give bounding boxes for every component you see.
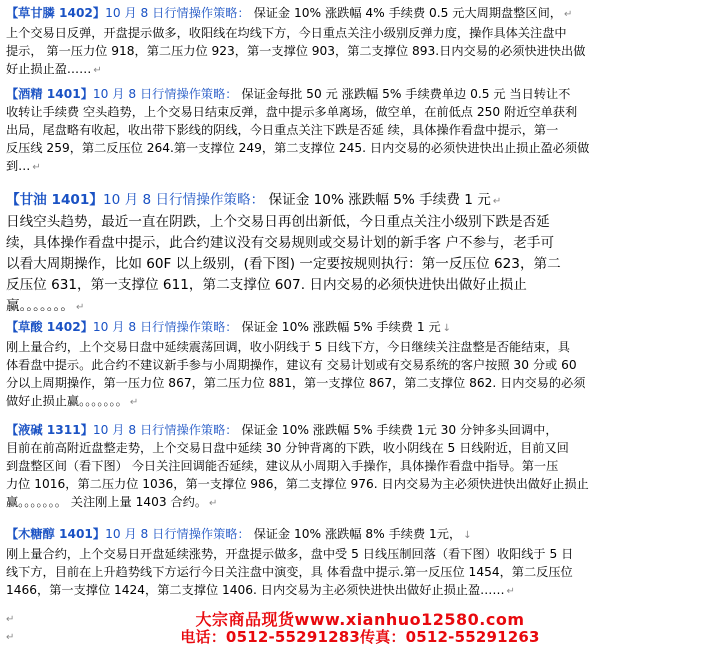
contract-tag: 【草甘膦 1402】 <box>6 6 106 20</box>
contract-tag: 【草酸 1402】 <box>6 320 93 334</box>
section-heading: 10 月 8 日行情操作策略： <box>92 320 238 334</box>
strategy-section-mutangchun <box>6 525 700 601</box>
strategy-section-jiujing <box>6 85 700 177</box>
body-line: 保证金 10% 涨跌幅 8% 手续费 1元， <box>253 527 462 541</box>
paragraph-mark-icon: ↵ <box>492 196 502 207</box>
body-line: 刚上量合约，上个交易日开盘延续涨势，开盘提示做多，盘中受 5 日线压制回落（看下图）收阳线于 5 日 <box>6 547 574 561</box>
body-line: 出局，尾盘略有收起，收出带下影线的阴线，今日重点关注下跌是否延 续，具体操作看盘中提示，第一 <box>6 123 559 137</box>
body-line: 目前在前高附近盘整走势，上个交易日盘中延续 30 分钟背离的下跌，收小阴线在 5 日线附近，目前又回 <box>6 441 569 455</box>
body-line: 赢。。。。。。。 关注刚上量 1403 合约。 <box>6 495 208 509</box>
body-line: 线下方，目前在上升趋势线下方运行今日关注盘中演变，具 体看盘中提示.第一反压位 1454，第二反压位 <box>6 565 573 579</box>
body-line: 保证金 10% 涨跌幅 5% 手续费 1 元 <box>241 320 441 334</box>
body-line: 上个交易日反弹，开盘提示做多，收阳线在均线下方，今日重点关注小级别反弹力度，操作具体关注盘中 <box>6 26 567 40</box>
paragraph-mark-icon: ↓ <box>463 530 472 541</box>
section-heading: 10 月 8 日行情操作策略： <box>92 423 238 437</box>
body-line: 保证金每批 50 元 涨跌幅 5% 手续费单边 0.5 元 当日转让不 <box>241 87 571 101</box>
body-line: 刚上量合约，上个交易日盘中延续震荡回调，收小阴线于 5 日线下方，今日继续关注盘整是否能结束，具 <box>6 340 570 354</box>
body-line: 到… <box>6 159 31 173</box>
strategy-section-ganyou <box>6 190 700 318</box>
section-heading: 10 月 8 日行情操作策略： <box>105 527 250 541</box>
contract-tag: 【木糖醇 1401】 <box>6 527 106 541</box>
paragraph-mark-icon: ↵ <box>209 498 218 509</box>
paragraph-mark-icon: ↵ <box>93 65 102 76</box>
paragraph-mark-icon: ↵ <box>32 162 41 173</box>
footer-contact: 电话：0512-55291283传真：0512-55291263 <box>180 628 540 646</box>
paragraph-mark-icon: ↵ <box>75 302 85 313</box>
body-line: 以看大周期操作，比如 60F 以上级别，(看下图) 一定要按规则执行：第一反压位 623，第二 <box>6 256 561 272</box>
body-line: 保证金 10% 涨跌幅 4% 手续费 0.5 元大周期盘整区间， <box>253 6 562 20</box>
section-heading: 10 月 8 日行情操作策略： <box>92 87 238 101</box>
body-line: 体看盘中提示。此合约不建议新手参与小周期操作，建议有 交易计划或有交易系统的客户按照 30 分或 60 <box>6 358 577 372</box>
section-heading-line <box>6 4 700 24</box>
body-line: 赢。。。。。。。 <box>6 298 74 314</box>
paragraph-mark-icon: ↵ <box>6 632 15 643</box>
body-line: 提示， 第一压力位 918，第二压力位 923，第一支撑位 903，第二支撑位 893.日内交易的必须快进快出做 <box>6 44 586 58</box>
body-line: 反压位 631，第一支撑位 611，第二支撑位 607. 日内交易的必须快进快出做好止损止 <box>6 277 527 293</box>
body-line: 保证金 10% 涨跌幅 5% 手续费 1元 30 分钟多头回调中， <box>241 423 558 437</box>
body-line: 收转让手续费 空头趋势，上个交易日结束反弹，盘中提示多单离场，做空单，在前低点 250 附近空单获利 <box>6 105 578 119</box>
body-line: 力位 1016，第二压力位 1036，第一支撑位 986，第二支撑位 976. 日内交易为主必须快进快出做好止损止 <box>6 477 589 491</box>
body-line: 到盘整区间（看下图） 今日关注回调能否延续，建议从小周期入手操作，具体操作看盘中指导。第一压 <box>6 459 559 473</box>
paragraph-mark-icon: ↵ <box>506 586 515 597</box>
strategy-section-caoganlin <box>6 4 700 80</box>
paragraph-mark-icon: ↓ <box>442 323 452 334</box>
contract-tag: 【液碱 1311】 <box>6 423 93 437</box>
paragraph-mark-icon: ↵ <box>6 614 15 625</box>
body-line: 反压线 259，第二反压位 264.第一支撑位 249，第二支撑位 245. 日内交易的必须快进快出止损止盈必须做 <box>6 141 590 155</box>
body-line: 1466，第一支撑位 1424，第二支撑位 1406. 日内交易为主必须快进快出做好止损止盈…… <box>6 583 505 597</box>
footer-website: 大宗商品现货www.xianhuo12580.com <box>195 610 525 629</box>
body-line: 分以上周期操作，第一压力位 867，第二压力位 881，第一支撑位 867，第二支撑位 862. 日内交易的必须 <box>6 376 586 390</box>
strategy-section-yejian <box>6 421 700 513</box>
body-line: 续，具体操作看盘中提示，此合约建议没有交易规则或交易计划的新手客 户不参与，老手可 <box>6 235 555 251</box>
body-line: 保证金 10% 涨跌幅 5% 手续费 1 元 <box>268 192 491 208</box>
body-line: 做好止损止赢。。。。。。。 <box>6 394 128 408</box>
contract-tag: 【酒精 1401】 <box>6 87 93 101</box>
body-line: 日线空头趋势，最近一直在阴跌，上个交易日再创出新低，今日重点关注小级别下跌是否延 <box>6 214 550 230</box>
body-line: 好止损止盈…… <box>6 62 92 76</box>
paragraph-mark-icon: ↵ <box>129 397 139 408</box>
strategy-section-caosuan <box>6 318 700 412</box>
section-heading: 10 月 8 日行情操作策略： <box>105 6 250 20</box>
paragraph-mark-icon: ↵ <box>564 9 573 20</box>
section-heading: 10 月 8 日行情操作策略： <box>102 192 265 208</box>
contract-tag: 【甘油 1401】 <box>6 192 103 208</box>
